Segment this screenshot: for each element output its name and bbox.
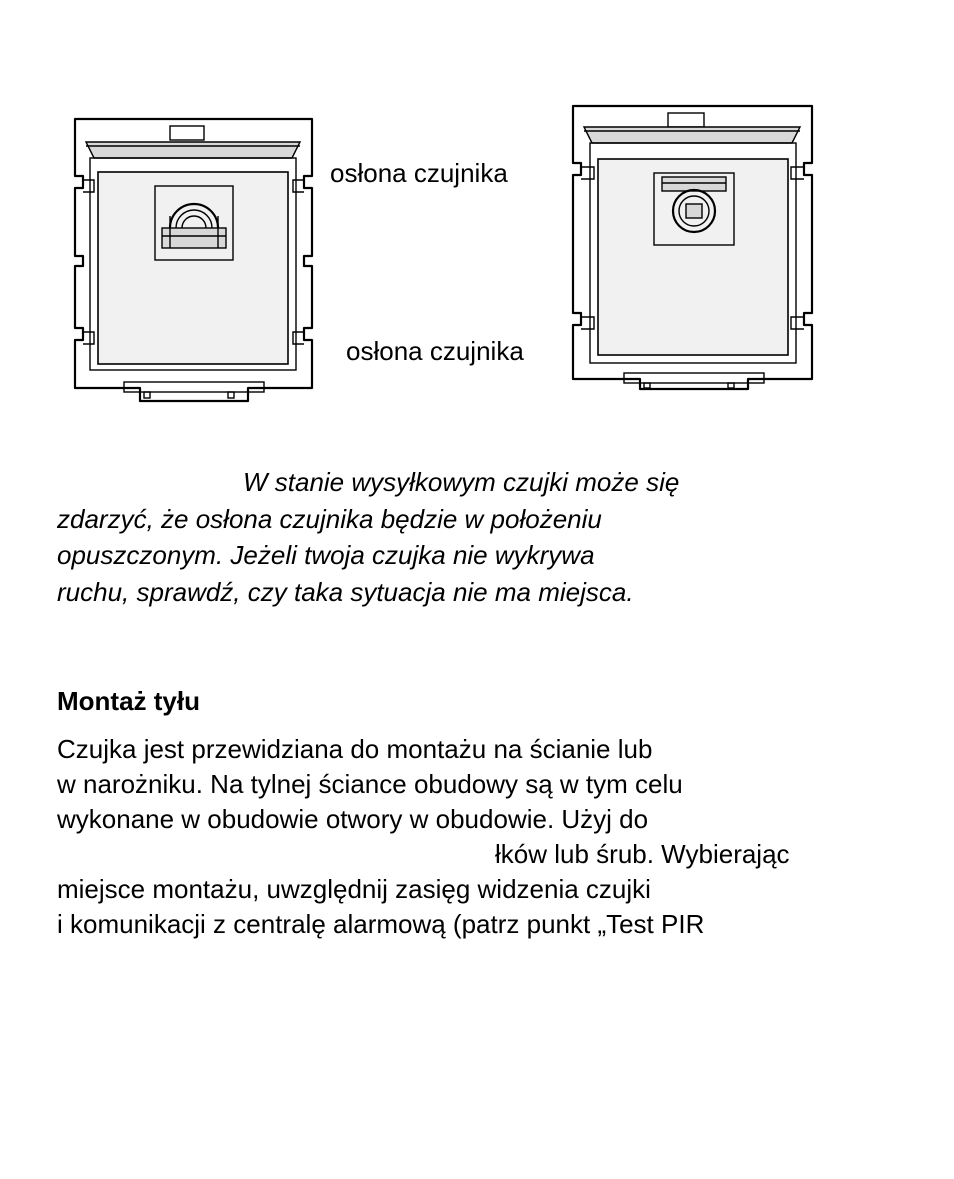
device-diagram-cover-raised — [570, 103, 816, 393]
note-line: ruchu, sprawdź, czy taka sytuacja nie ma miejsca. — [57, 576, 634, 607]
body-line: miejsce montażu, uwzględnij zasięg widzenia czujki — [57, 874, 651, 904]
body-line: wykonane w obudowie otwory w obudowie. Użyj do — [57, 804, 649, 834]
device-diagram-cover-lowered — [72, 116, 316, 406]
section-heading: Montaż tyłu — [57, 686, 200, 716]
shipping-note — [57, 464, 857, 610]
section-body — [57, 732, 917, 942]
body-line: Czujka jest przewidziana do montażu na ścianie lub — [57, 734, 653, 764]
note-line: zdarzyć, że osłona czujnika będzie w położeniu — [57, 503, 602, 534]
note-line: W stanie wysyłkowym czujki może się — [243, 467, 680, 497]
body-line: w narożniku. Na tylnej ściance obudowy są w tym celu — [57, 769, 683, 799]
body-line: łków lub śrub. Wybierając — [495, 839, 790, 869]
note-line: opuszczonym. Jeżeli twoja czujka nie wykrywa — [57, 540, 595, 570]
figure-label-sensor-cover-bottom: osłona czujnika — [346, 336, 524, 366]
body-line: i komunikacji z centralę alarmową (patrz punkt „Test PIR — [57, 909, 705, 939]
figure-label-sensor-cover-top: osłona czujnika — [330, 158, 508, 188]
